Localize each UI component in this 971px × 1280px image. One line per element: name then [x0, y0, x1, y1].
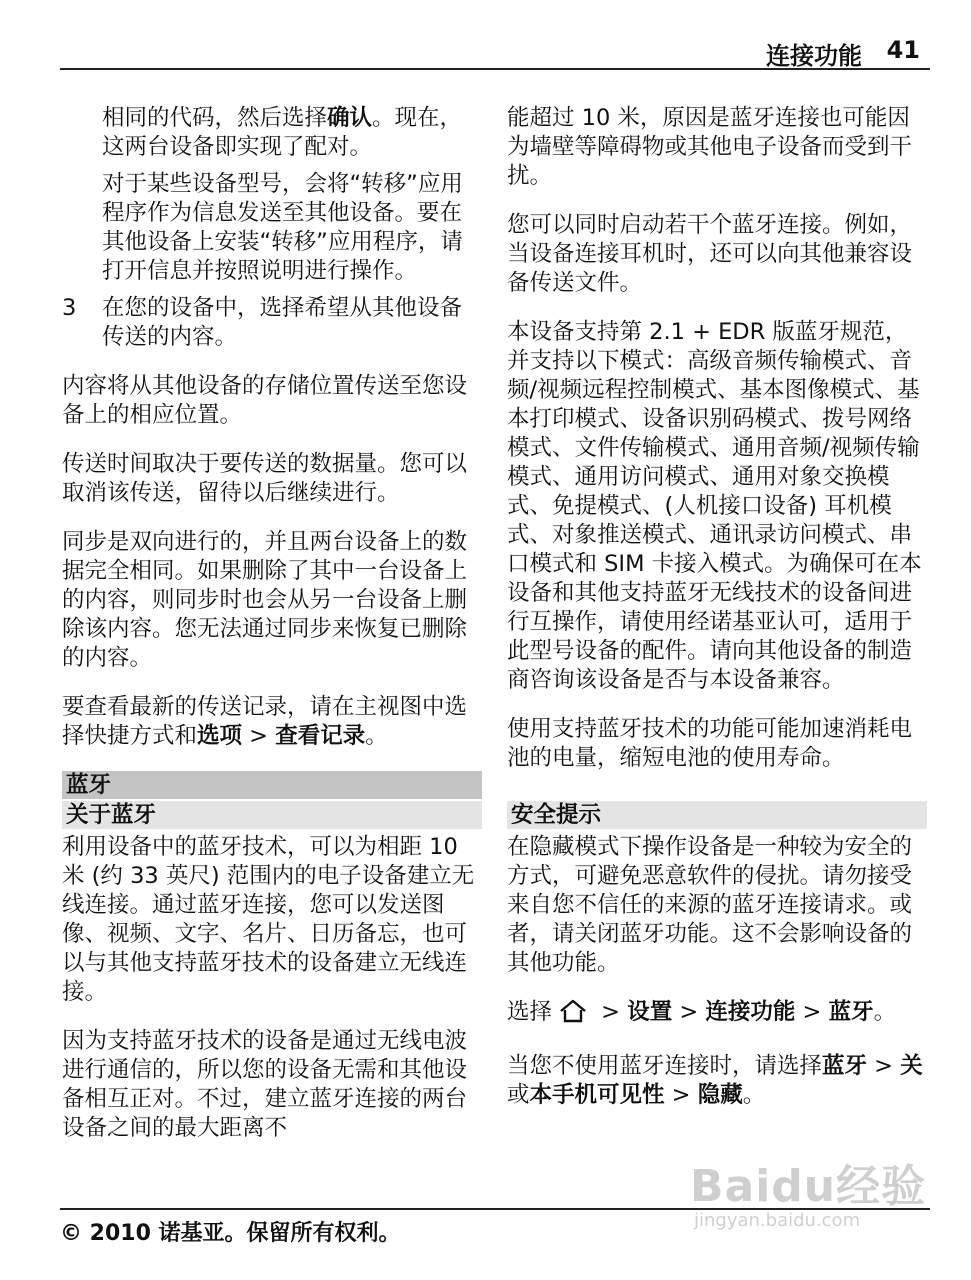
page-number: 41 — [886, 36, 920, 64]
bluetooth-term-2: 蓝牙 — [822, 1053, 868, 1079]
paragraph-distance: 能超过 10 米，原因是蓝牙连接也可能因为墙壁等障碍物或其他电子设备而受到干扰。 — [507, 105, 913, 189]
home-icon — [558, 998, 588, 1032]
copyright: © 2010 诺基亚。保留所有权利。 — [60, 1221, 401, 1246]
paragraph-transfer-log: 要查看最新的传送记录，请在主视图中选择快捷方式和选项 > 查看记录。 — [62, 694, 468, 749]
paragraph-bluetooth-range: 利用设备中的蓝牙技术，可以为相距 10 米 (约 33 英尺) 范围内的电子设备建立无线连接。通过蓝牙连接，您可以发送图像、视频、文字、名片、日历备忘，也可以与其他支持蓝牙技术的设备建立无线连接。 — [62, 834, 475, 1005]
right-column — [507, 104, 927, 1130]
bluetooth-term: 蓝牙 — [828, 999, 874, 1025]
visibility-term: 本手机可见性 — [529, 1082, 665, 1108]
step-text: 在您的设备中，选择希望从其他设备传送的内容。 — [102, 295, 463, 350]
watermark-logo: Baidu经验 — [690, 1161, 927, 1212]
paragraph-radio-waves: 因为支持蓝牙技术的设备是通过无线电波进行通信的，所以您的设备无需和其他设备相互正对。不过，建立蓝牙连接的两台设备之间的最大距离不 — [62, 1028, 468, 1141]
step-number: 3 — [62, 295, 77, 321]
view-log-term: 查看记录 — [275, 723, 366, 749]
page-footer — [60, 1208, 930, 1247]
transfer-app-paragraph: 对于某些设备型号，会将“转移”应用程序作为信息发送至其他设备。要在其他设备上安装“转移”应用程序，请打开信息并按照说明进行操作。 — [102, 171, 463, 284]
connectivity-term: 连接功能 — [705, 999, 796, 1025]
step-3 — [62, 294, 482, 352]
page-header — [60, 36, 930, 70]
paragraph-hide-visibility: 当您不使用蓝牙连接时，请选择蓝牙 > 关或本手机可见性 > 隐藏。 — [507, 1053, 923, 1108]
hidden-term: 隐藏 — [697, 1082, 743, 1108]
paragraph-multiple-connections: 您可以同时启动若干个蓝牙连接。例如，当设备连接耳机时，还可以向其他兼容设备传送文件。 — [507, 212, 913, 296]
paragraph-sync: 同步是双向进行的，并且两台设备上的数据完全相同。如果删除了其中一台设备上的内容，则同步时也会从另一台设备上删除该内容。您无法通过同步来恢复已删除的内容。 — [62, 529, 468, 671]
paragraph-profiles: 本设备支持第 2.1 + EDR 版蓝牙规范，并支持以下模式：高级音频传输模式、音频/视频远程控制模式、基本图像模式、基本打印模式、设备识别码模式、拨号网络模式、文件传输模式、通用音频/视频传输模式、通用访问模式、通用对象交换模式、免提模式、(人机接口设备) 耳机模式、对象推送模式、通讯录访问模式、串口模式和 SIM 卡接入模式。为确保可在本设备和其他支持蓝牙无线技术的设备间进行互操作，请使用经诺基亚认可，适用于此型号设备的配件。请向其他设备的制造商咨询该设备是否与本设备兼容。 — [507, 319, 922, 693]
paragraph-transfer-time: 传送时间取决于要传送的数据量。您可以取消该传送，留待以后继续进行。 — [62, 451, 468, 506]
section-heading-bluetooth: 蓝牙 — [62, 771, 482, 799]
chapter-title: 连接功能 — [766, 42, 862, 70]
header-rule — [60, 68, 930, 70]
subsection-heading-security: 安全提示 — [507, 801, 927, 829]
confirm-term: 确认 — [327, 105, 373, 131]
off-term: 关 — [900, 1053, 923, 1079]
watermark-url: jingyan.baidu.com — [694, 1210, 861, 1231]
paragraph-hidden-mode: 在隐藏模式下操作设备是一种较为安全的方式，可避免恶意软件的侵扰。请勿接受来自您不信任的来源的蓝牙连接请求。或者，请关闭蓝牙功能。这不会影响设备的其他功能。 — [507, 834, 913, 976]
left-column — [62, 104, 482, 1163]
options-term: 选项 — [197, 723, 243, 749]
footer-rule — [60, 1208, 930, 1210]
settings-term: 设置 — [627, 999, 673, 1025]
paragraph-select-path: 选择 > 设置 > 连接功能 > 蓝牙。 — [507, 998, 927, 1032]
subsection-heading-about-bluetooth: 关于蓝牙 — [62, 801, 482, 829]
paragraph-location: 内容将从其他设备的存储位置传送至您设备上的相应位置。 — [62, 373, 468, 428]
paragraph-battery: 使用支持蓝牙技术的功能可能加速消耗电池的电量，缩短电池的使用寿命。 — [507, 716, 913, 771]
pairing-paragraph: 相同的代码，然后选择确认。现在，这两台设备即实现了配对。 — [102, 105, 463, 160]
